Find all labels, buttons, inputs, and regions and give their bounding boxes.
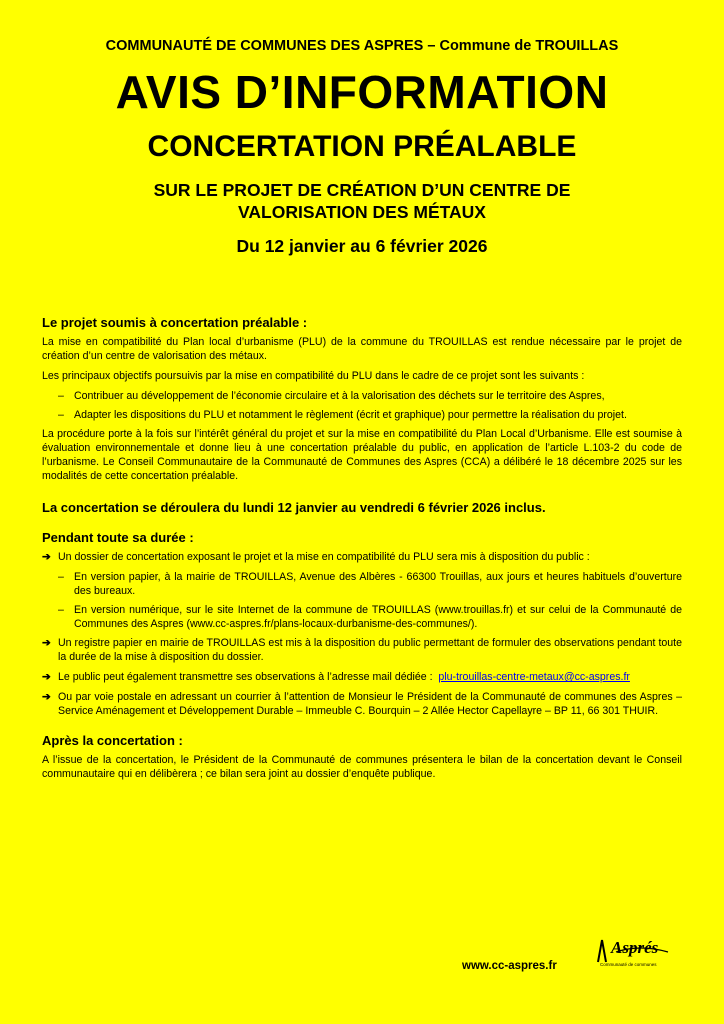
list-item (42, 570, 682, 598)
paragraph: A l’issue de la concertation, le Président de la Communauté de communes présentera le bilan de la concertation devant le Conseil communautaire qui en délibèrera ; ce bilan sera joint au dossier d’enquête publique. (42, 754, 682, 780)
email-link[interactable]: plu-trouillas-centre-metaux@cc-aspres.fr (438, 671, 630, 683)
list-item-text: En version numérique, sur le site Internet de la commune de TROUILLAS (www.trouillas.fr) et sur celui de la Communauté de Communes des Aspres (www.cc-aspres.fr/plans-locaux-durbanisme-des-communes/). (74, 604, 682, 630)
dash-marker: – (58, 604, 64, 616)
section-heading-duration: Pendant toute sa durée : (42, 530, 194, 545)
notice-body (42, 316, 682, 787)
list-item-text: Un registre papier en mairie de TROUILLAS est mis à la disposition du public permettant de formuler des observations pendant toute la durée de la mise à disposition du dossier. (58, 637, 682, 663)
dash-marker: – (58, 390, 64, 402)
concertation-dates-highlight: La concertation se déroulera du lundi 12 janvier au vendredi 6 février 2026 inclus. (42, 500, 546, 515)
paragraph: La procédure porte à la fois sur l’intérêt général du projet et sur la mise en compatibilité du Plan Local d’Urbanisme. Elle est soumise à évaluation environnementale et donne lieu à une concertation préalable du public, en application de l’article L.103-2 du code de l’urbanisme. Le Conseil Communautaire de la Communauté de Communes des Aspres (CCA) a délibéré le 18 décembre 2025 sur les modalités de cette concertation préalable. (42, 428, 682, 482)
project-title-line1: SUR LE PROJET DE CRÉATION D’UN CENTRE DE (153, 180, 571, 200)
list-item (42, 670, 682, 684)
list-item-text: Un dossier de concertation exposant le projet et la mise en compatibilité du PLU sera mis à disposition du public : (58, 551, 590, 563)
list-item (42, 603, 682, 631)
list-item (42, 636, 682, 664)
date-range: Du 12 janvier au 6 février 2026 (236, 236, 488, 256)
organization-line: COMMUNAUTÉ DE COMMUNES DES ASPRES – Commune de TROUILLAS (105, 38, 619, 54)
project-title-line2: VALORISATION DES MÉTAUX (238, 202, 486, 222)
arrow-right-icon: ➔ (42, 691, 51, 703)
page-subtitle: CONCERTATION PRÉALABLE (147, 130, 577, 163)
page-title: AVIS D’INFORMATION (115, 66, 609, 118)
list-item-text: Le public peut également transmettre ses observations à l’adresse mail dédiée : (58, 671, 433, 683)
logo-subtitle: Communauté de communes (600, 962, 657, 967)
list-item-text: En version papier, à la mairie de TROUILLAS, Avenue des Albères - 66300 Trouillas, aux jours et heures habituels d’ouverture des bureaux. (74, 571, 682, 597)
list-item-text: Adapter les dispositions du PLU et notamment le règlement (écrit et graphique) pour permettre la réalisation du projet. (74, 409, 627, 421)
list-item-text: Ou par voie postale en adressant un courrier à l’attention de Monsieur le Président de la Communauté de communes des Aspres – Service Aménagement et Développement Durable – Immeuble C. Bourquin – 2 Allée Hector Capellayre – BP 11, 66 301 THUIR. (58, 691, 682, 717)
website-link[interactable]: www.cc-aspres.fr (462, 960, 557, 972)
list-item (42, 389, 682, 403)
dash-marker: – (58, 571, 64, 583)
paragraph: Les principaux objectifs poursuivis par la mise en compatibilité du PLU dans le cadre de ce projet sont les suivants : (42, 370, 585, 382)
dash-marker: – (58, 409, 64, 421)
list-item-text: Contribuer au développement de l’économie circulaire et à la valorisation des déchets sur le territoire des Aspres, (74, 390, 605, 402)
list-item (42, 550, 682, 564)
section-heading-after: Après la concertation : (42, 733, 183, 748)
list-item (42, 408, 682, 422)
project-title (0, 179, 724, 223)
paragraph: La mise en compatibilité du Plan local d’urbanisme (PLU) de la commune du TROUILLAS est rendue nécessaire par le projet de création d’un centre de valorisation des métaux. (42, 336, 682, 362)
arrow-right-icon: ➔ (42, 671, 51, 683)
list-item (42, 690, 682, 718)
section-heading-project: Le projet soumis à concertation préalable : (42, 315, 308, 330)
arrow-right-icon: ➔ (42, 637, 51, 649)
logo-wordmark: Asprés (611, 938, 659, 957)
arrow-right-icon: ➔ (42, 551, 51, 563)
